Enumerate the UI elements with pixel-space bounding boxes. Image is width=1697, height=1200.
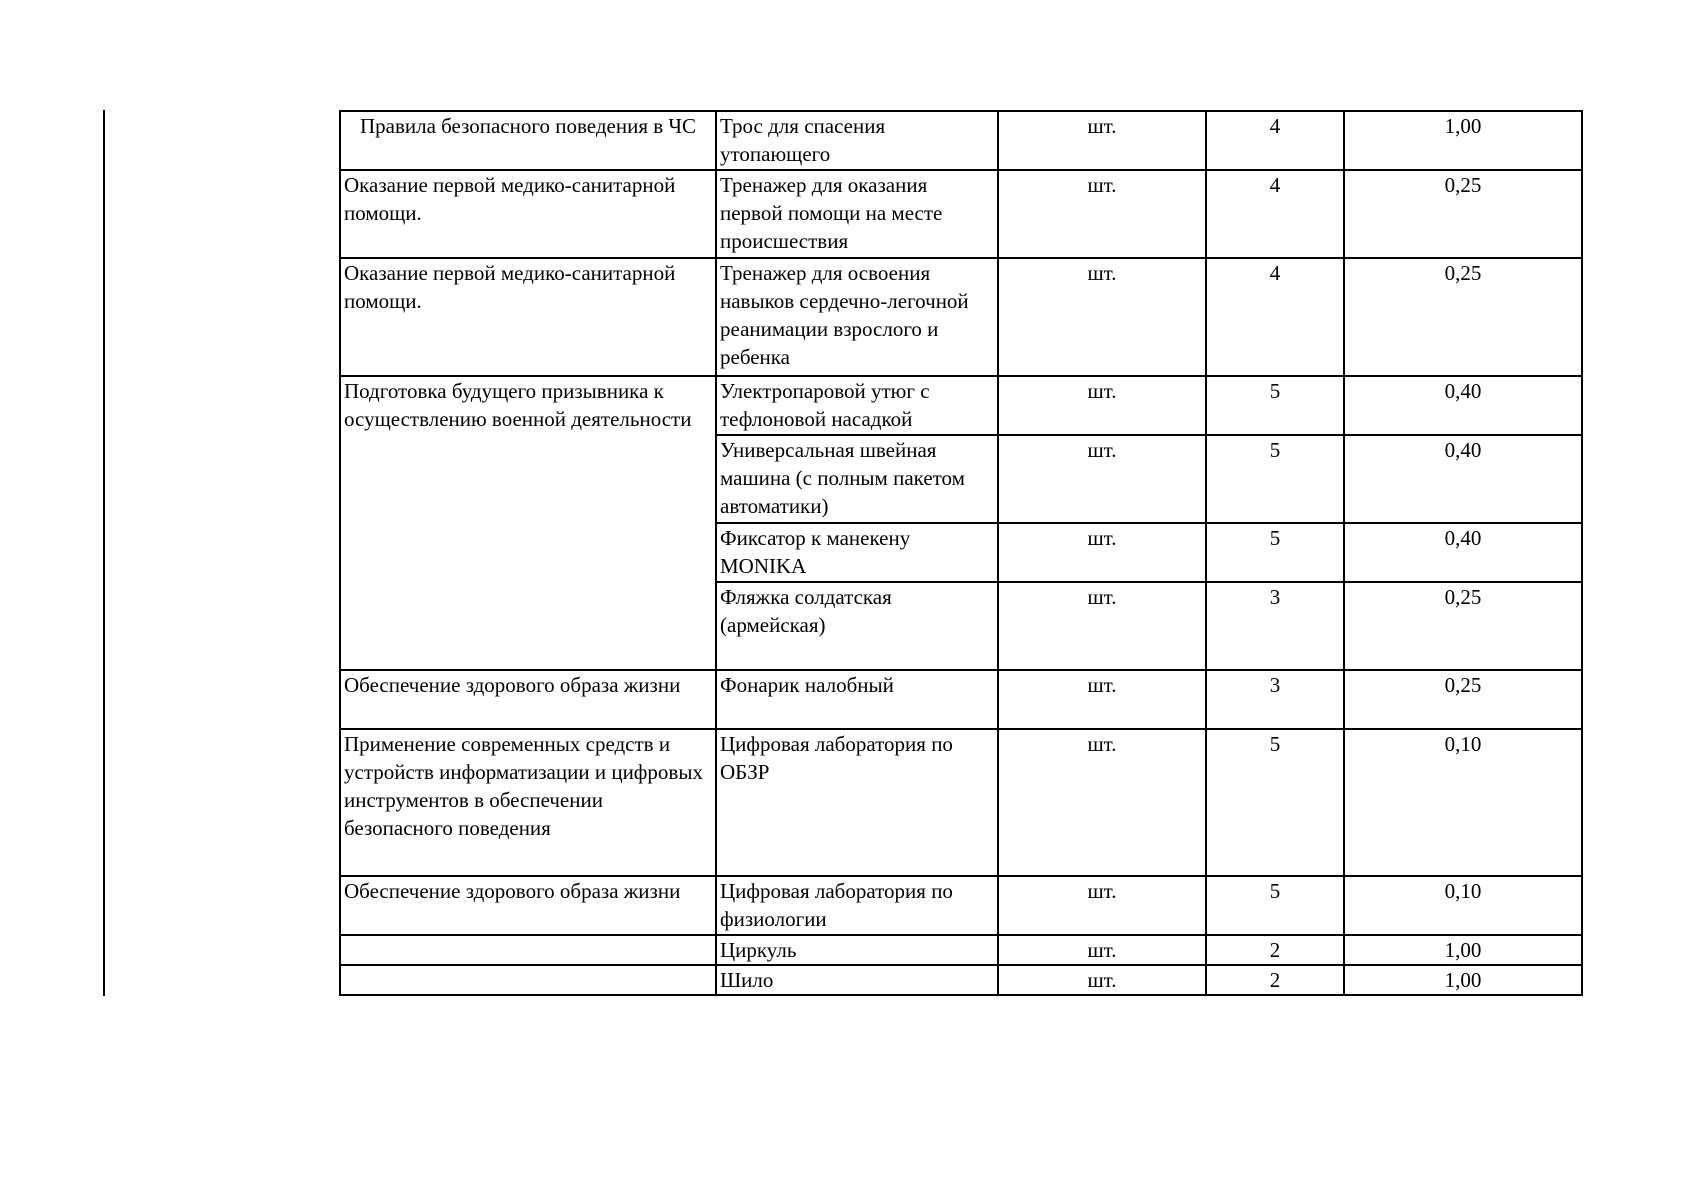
- qty-cell: 4: [1206, 258, 1344, 376]
- qty-cell: 5: [1206, 729, 1344, 876]
- topic-cell: [340, 965, 716, 995]
- unit-cell: шт.: [998, 376, 1206, 435]
- table-row: [340, 376, 1582, 435]
- item-cell: Улектропаровой утюг с тефлоновой насадкой: [716, 376, 998, 435]
- qty-cell: 5: [1206, 876, 1344, 935]
- norm-cell: 0,40: [1344, 376, 1582, 435]
- unit-cell: шт.: [998, 435, 1206, 523]
- norm-cell: 0,25: [1344, 670, 1582, 729]
- table-row: [340, 876, 1582, 935]
- norm-cell: 0,25: [1344, 170, 1582, 258]
- norm-cell: 0,40: [1344, 435, 1582, 523]
- topic-cell: [340, 935, 716, 965]
- norm-cell: 1,00: [1344, 935, 1582, 965]
- unit-cell: шт.: [998, 523, 1206, 582]
- item-cell: Универсальная швейная машина (с полным пакетом автоматики): [716, 435, 998, 523]
- norm-cell: 1,00: [1344, 965, 1582, 995]
- item-cell: Цифровая лаборатория по физиологии: [716, 876, 998, 935]
- item-cell: Цифровая лаборатория по ОБЗР: [716, 729, 998, 876]
- page-margin-line: [103, 110, 105, 996]
- norm-cell: 0,40: [1344, 523, 1582, 582]
- qty-cell: 5: [1206, 523, 1344, 582]
- qty-cell: 4: [1206, 170, 1344, 258]
- qty-cell: 4: [1206, 111, 1344, 170]
- table-row: [340, 965, 1582, 995]
- unit-cell: шт.: [998, 935, 1206, 965]
- table-row: [340, 111, 1582, 170]
- item-cell: Тренажер для оказания первой помощи на месте происшествия: [716, 170, 998, 258]
- qty-cell: 3: [1206, 670, 1344, 729]
- norm-cell: 0,10: [1344, 876, 1582, 935]
- unit-cell: шт.: [998, 876, 1206, 935]
- qty-cell: 2: [1206, 965, 1344, 995]
- unit-cell: шт.: [998, 258, 1206, 376]
- item-cell: Фляжка солдатская (армейская): [716, 582, 998, 670]
- table-row: [340, 729, 1582, 876]
- unit-cell: шт.: [998, 582, 1206, 670]
- norm-cell: 1,00: [1344, 111, 1582, 170]
- topic-cell: Применение современных средств и устройств информатизации и цифровых инструментов в обеспечении безопасного поведения: [340, 729, 716, 876]
- topic-cell: Оказание первой медико-санитарной помощи.: [340, 170, 716, 258]
- unit-cell: шт.: [998, 965, 1206, 995]
- item-cell: Фиксатор к манекену MONIKA: [716, 523, 998, 582]
- topic-cell: Обеспечение здорового образа жизни: [340, 670, 716, 729]
- topic-cell: Подготовка будущего призывника к осуществлению военной деятельности: [340, 376, 716, 670]
- qty-cell: 5: [1206, 435, 1344, 523]
- topic-cell: Оказание первой медико-санитарной помощи.: [340, 258, 716, 376]
- unit-cell: шт.: [998, 670, 1206, 729]
- unit-cell: шт.: [998, 729, 1206, 876]
- qty-cell: 5: [1206, 376, 1344, 435]
- table-row: [340, 670, 1582, 729]
- unit-cell: шт.: [998, 111, 1206, 170]
- qty-cell: 3: [1206, 582, 1344, 670]
- norm-cell: 0,25: [1344, 582, 1582, 670]
- item-cell: Трос для спасения утопающего: [716, 111, 998, 170]
- norm-cell: 0,10: [1344, 729, 1582, 876]
- item-cell: Циркуль: [716, 935, 998, 965]
- item-cell: Шило: [716, 965, 998, 995]
- topic-cell: Обеспечение здорового образа жизни: [340, 876, 716, 935]
- equipment-table: [339, 110, 1583, 996]
- qty-cell: 2: [1206, 935, 1344, 965]
- table-row: [340, 258, 1582, 376]
- topic-cell: Правила безопасного поведения в ЧС: [340, 111, 716, 170]
- item-cell: Тренажер для освоения навыков сердечно-легочной реанимации взрослого и ребенка: [716, 258, 998, 376]
- table-row: [340, 170, 1582, 258]
- item-cell: Фонарик налобный: [716, 670, 998, 729]
- norm-cell: 0,25: [1344, 258, 1582, 376]
- table-row: [340, 935, 1582, 965]
- unit-cell: шт.: [998, 170, 1206, 258]
